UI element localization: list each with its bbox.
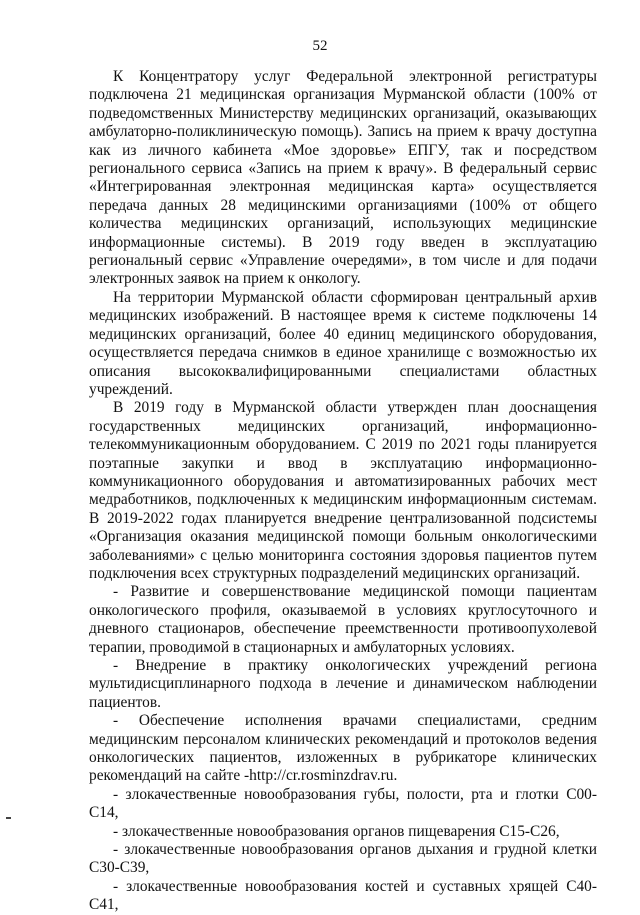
list-item: - злокачественные новообразования костей и суставных хрящей С40-С41, <box>89 877 597 914</box>
paragraph-equipment-plan: В 2019 году в Мурманской области утвержден план дооснащения государственных медицинских организаций, информационно-телекоммуникационным оборудованием. С 2019 по 2021 годы планируется поэтапные закупки и ввод в эксплуатацию информационно-коммуникационного оборудования и автоматизированных рабочих мест медработников, подключенных к медицинским информационным системам. В 2019-2022 годах планируется внедрение централизованной подсистемы «Организация оказания медицинской помощи больным онкологическими заболеваниями» с целью мониторинга состояния здоровья пациентов путем подключения всех структурных подразделений медицинских организаций. <box>89 399 597 582</box>
paragraph-fer-registry: К Концентратору услуг Федеральной электронной регистратуры подключена 21 медицинская организация Мурманской области (100% от подведомственных Министерству медицинских организаций, оказывающих амбулаторно-поликлиническую помощь). Запись на прием к врачу доступна как из личного кабинета «Мое здоровье» ЕПГУ, так и посредством регионального сервиса «Запись на прием к врачу». В федеральный сервис «Интегрированная электронная медицинская карта» осуществляется передача данных 28 медицинскими организациями (100% от общего количества медицинских организаций, использующих медицинские информационные системы). В 2019 году введен в эксплуатацию региональный сервис «Управление очередями», в том числе и для подачи электронных заявок на прием к онкологу. <box>89 68 597 288</box>
paragraph-hospital-care: - Развитие и совершенствование медицинской помощи пациентам онкологического профиля, оказываемой в условиях круглосуточного и дневного стационаров, обеспечение преемственности противоопухолевой терапии, проводимой в стационарных и амбулаторных условиях. <box>89 583 597 656</box>
paragraph-image-archive: На территории Мурманской области сформирован центральный архив медицинских изображений. В настоящее время к системе подключены 14 медицинских организаций, более 40 единиц медицинского оборудования, осуществляется передача снимков в единое хранилище с возможностью их описания высококвалифицированными специалистами областных учреждений. <box>89 288 597 398</box>
page-number: 52 <box>312 38 328 54</box>
margin-mark <box>6 817 11 819</box>
list-item: - злокачественные новообразования губы, полости, рта и глотки С00-С14, <box>89 785 597 822</box>
list-item: - злокачественные новообразования органов дыхания и грудной клетки С30-С39, <box>89 841 597 877</box>
list-item: - злокачественные новообразования органов пищеварения С15-С26, <box>113 822 560 840</box>
paragraph-multidisciplinary: - Внедрение в практику онкологических учреждений региона мультидисциплинарного подхода в лечение и динамическом наблюдении пациентов. <box>89 657 597 711</box>
document-body <box>89 68 597 915</box>
paragraph-clinical-guidelines: - Обеспечение исполнения врачами специалистами, средним медицинским персоналом клинических рекомендаций и протоколов ведения онкологических пациентов, изложенных в рубрикаторе клинических рекомендаций на сайте -http://cr.rosminzdrav.ru. <box>89 712 597 785</box>
